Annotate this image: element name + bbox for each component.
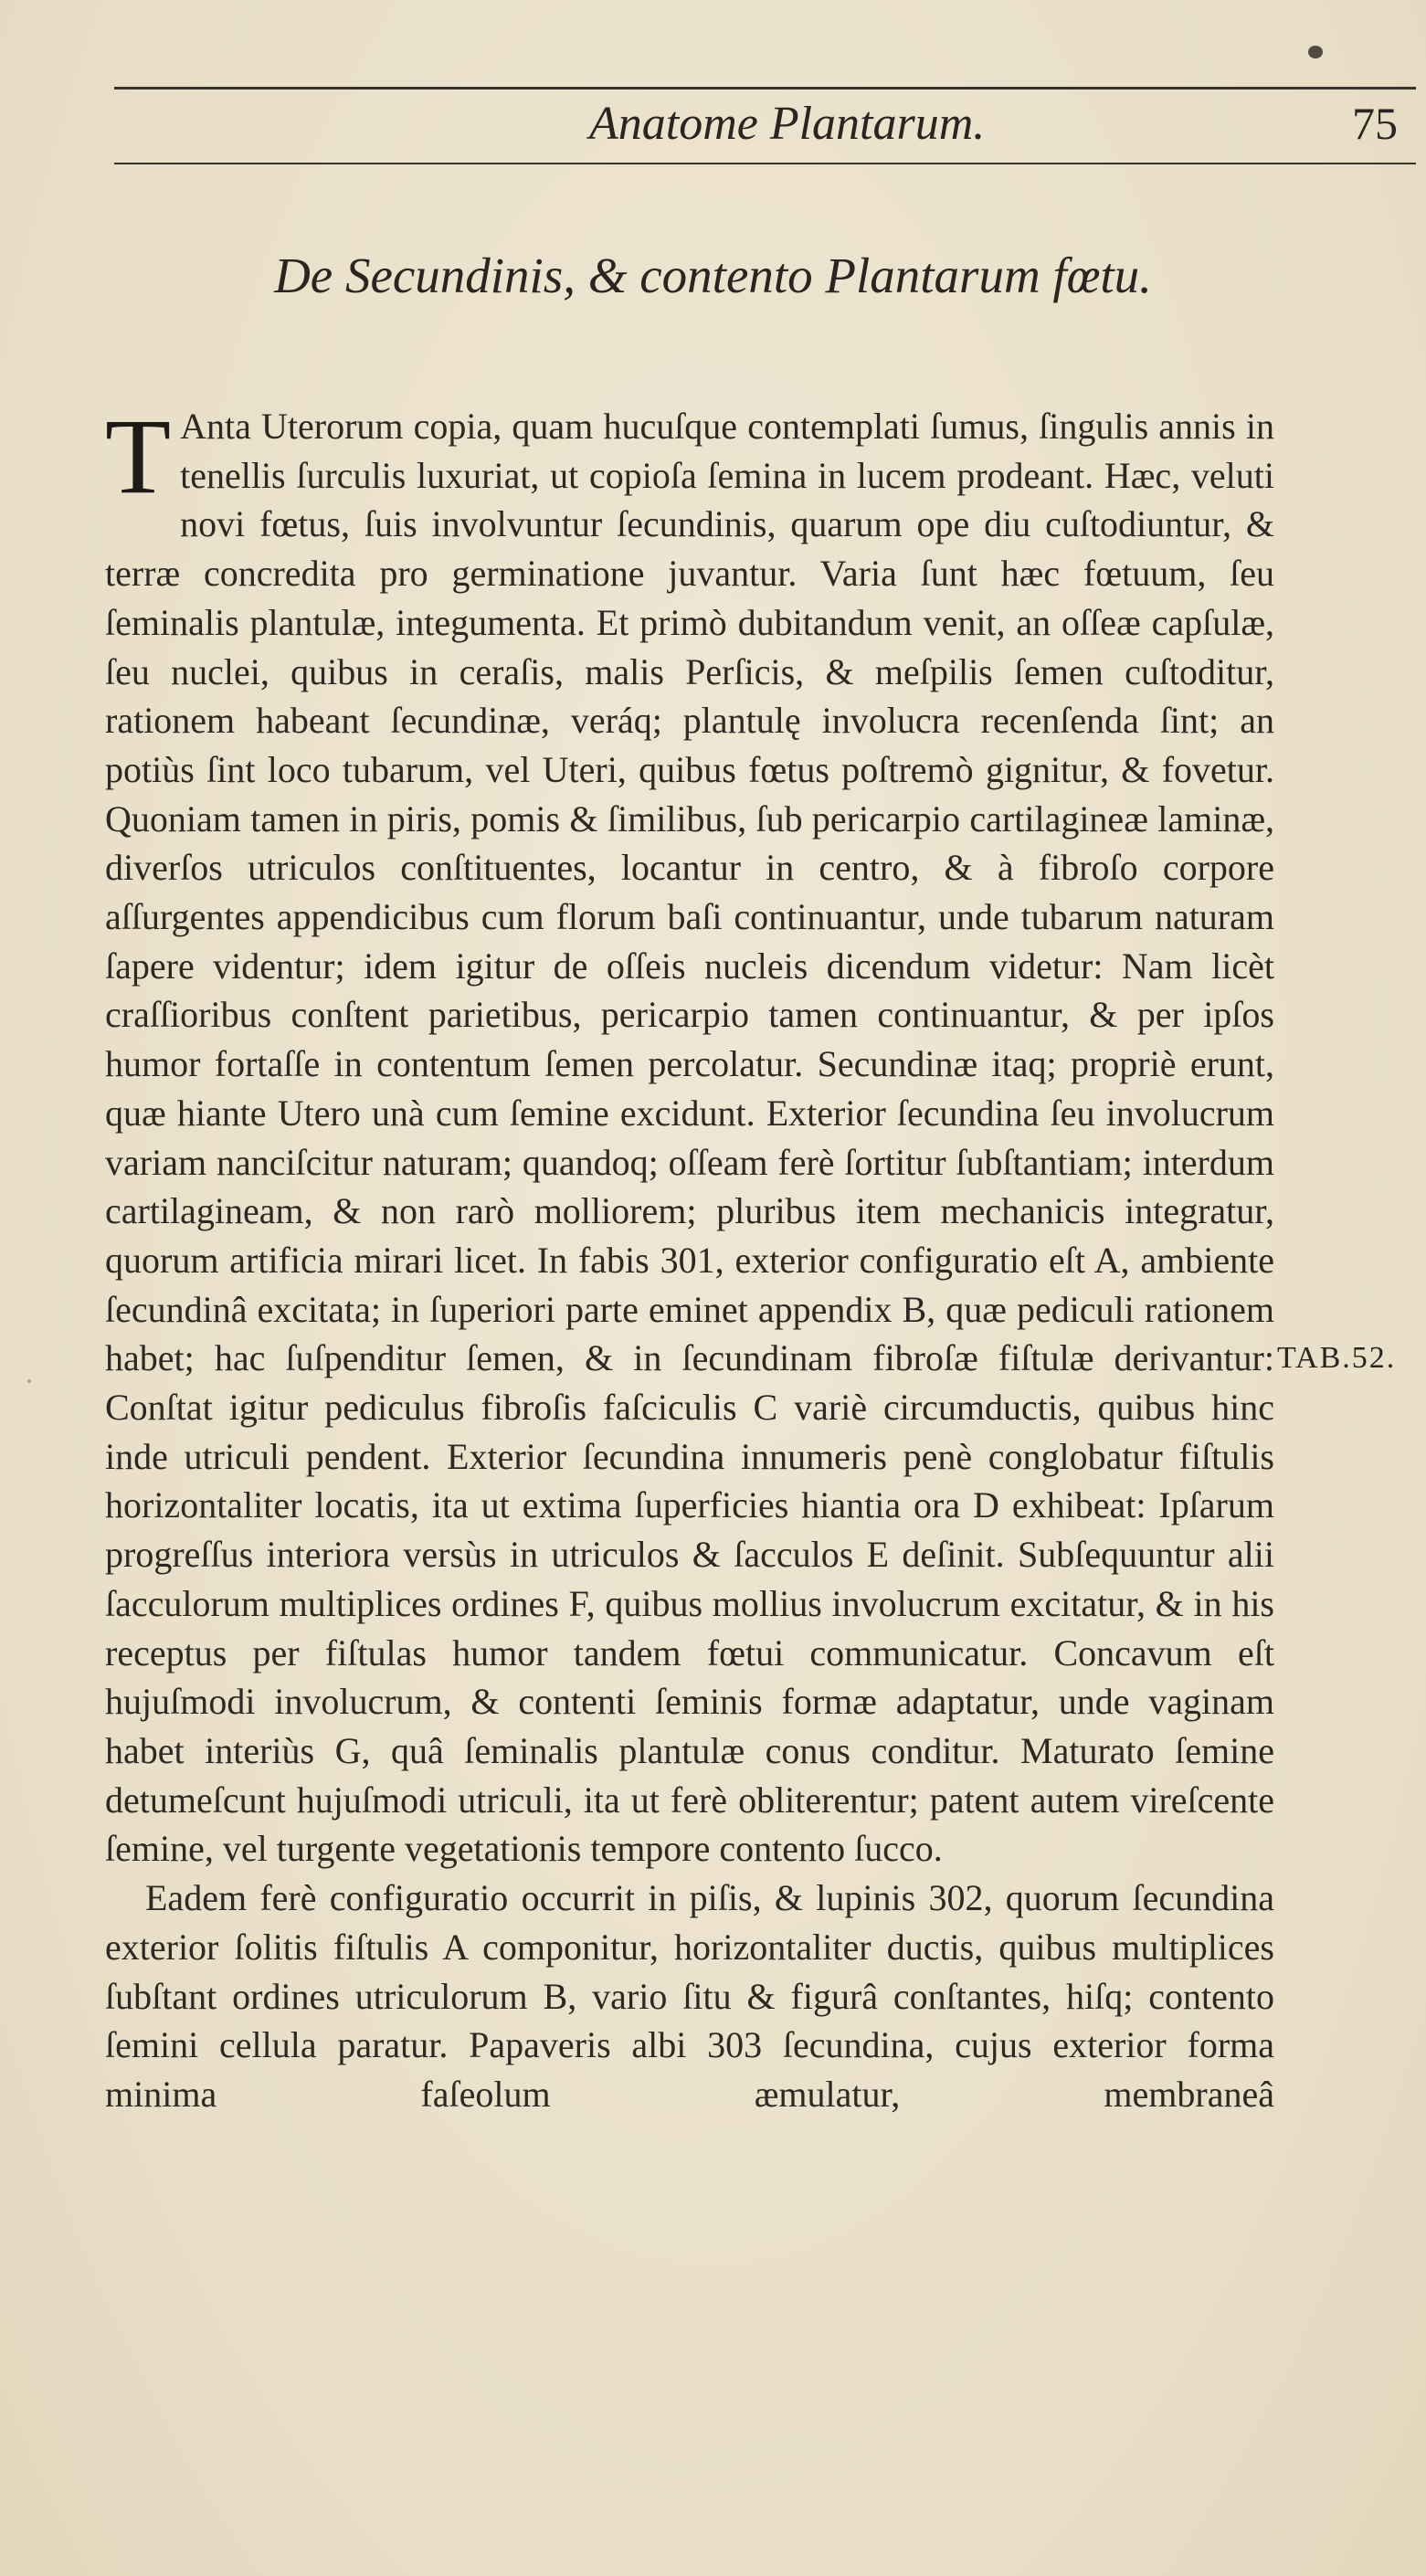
ink-blot bbox=[1308, 46, 1323, 58]
paper-spot bbox=[27, 1379, 31, 1383]
paragraph-2 bbox=[105, 1874, 1274, 2119]
header-rule-bottom bbox=[114, 163, 1416, 164]
header-rule-top bbox=[114, 87, 1416, 90]
running-title: Anatome Plantarum. bbox=[589, 98, 986, 150]
page-number: 75 bbox=[1352, 98, 1398, 149]
margin-note-tab: TAB.52. bbox=[1277, 1341, 1397, 1375]
paragraph-2-text: Eadem ferè configuratio occurrit in piſis, & lupinis 302, quorum ſecundina exterior ſolitis fiſtulis A componitur, horizontaliter ductis, quibus multiplices ſubſtant ordines utriculorum B, vario ſitu & figurâ conſtantes, hiſq; contento ſemini cellula paratur. Papaveris albi 303 ſecundina, cujus exterior forma minima faſeolum æmulatur, membraneâ bbox=[105, 1877, 1274, 2115]
body-text bbox=[105, 396, 1274, 2119]
paragraph-1 bbox=[105, 396, 1274, 1874]
running-head bbox=[114, 91, 1416, 161]
paragraph-1-text: Anta Uterorum copia, quam hucuſque contemplati ſumus, ſingulis annis in tenellis ſurculis luxuriat, ut copioſa ſemina in lucem prodeant. Hæc, veluti novi fœtus, ſuis involvuntur ſecundinis, quarum ope diu cuſtodiuntur, & terræ concredita pro germinatione juvantur. Varia ſunt hæc fœtuum, ſeu ſeminalis plantulæ, integumenta. Et primò dubitandum venit, an oſſeæ capſulæ, ſeu nuclei, quibus in ceraſis, malis Perſicis, & meſpilis ſemen cuſtoditur, rationem habeant ſecundinæ, veráq; plantulę involucra recenſenda ſint; an potiùs ſint loco tubarum, vel Uteri, quibus fœtus poſtremò gignitur, & fovetur. Quoniam tamen in piris, pomis & ſimilibus, ſub pericarpio cartilagineæ laminæ, diverſos utriculos conſtituentes, locantur in centro, & à fibroſo corpore aſſurgentes appendicibus cum florum baſi continuantur, unde tubarum naturam ſapere videntur; idem igitur de oſſeis nucleis dicendum videtur: Nam licèt craſſioribus conſtent parietibus, pericarpio tamen continuantur, & per ipſos humor fortaſſe in contentum ſemen percolatur. Secundinæ itaq; propriè erunt, quæ hiante Utero unà cum ſemine excidunt. Exterior ſecundina ſeu involucrum variam nanciſcitur naturam; quandoq; oſſeam ferè ſortitur ſubſtantiam; interdum cartilagineam, & non rarò molliorem; pluribus item mechanicis integratur, quorum artificia mirari licet. In fabis 301, exterior configuratio eſt A, ambiente ſecundinâ excitata; in ſuperiori parte eminet appendix B, quæ pediculi rationem habet; hac ſuſpenditur ſemen, & in ſecundinam fibroſæ fiſtulæ derivantur: Conſtat igitur pediculus fibroſis faſciculis C variè circumductis, quibus hinc inde utriculi pendent. Exterior ſecundina innumeris penè conglobatur fiſtulis horizontaliter locatis, ita ut extima ſuperficies hiantia ora D exhibeat: Ipſarum progreſſus interiora versùs in utriculos & ſacculos E deſinit. Subſequuntur alii ſacculorum multiplices ordines F, quibus mollius involucrum excitatur, & in his receptus per fiſtulas humor tandem fœtui communicatur. Concavum eſt hujuſmodi involucrum, & contenti ſeminis formæ adaptatur, unde vaginam habet interiùs G, quâ ſeminalis plantulæ conus conditur. Maturato ſemine detumeſcunt hujuſmodi utriculi, ita ut ferè obliterentur; patent autem vireſcente ſemine, vel turgente vegetationis tempore contento ſucco. bbox=[105, 406, 1274, 1870]
drop-cap: T bbox=[105, 396, 172, 516]
section-title: De Secundinis, & contento Plantarum fœtu. bbox=[274, 248, 1152, 303]
